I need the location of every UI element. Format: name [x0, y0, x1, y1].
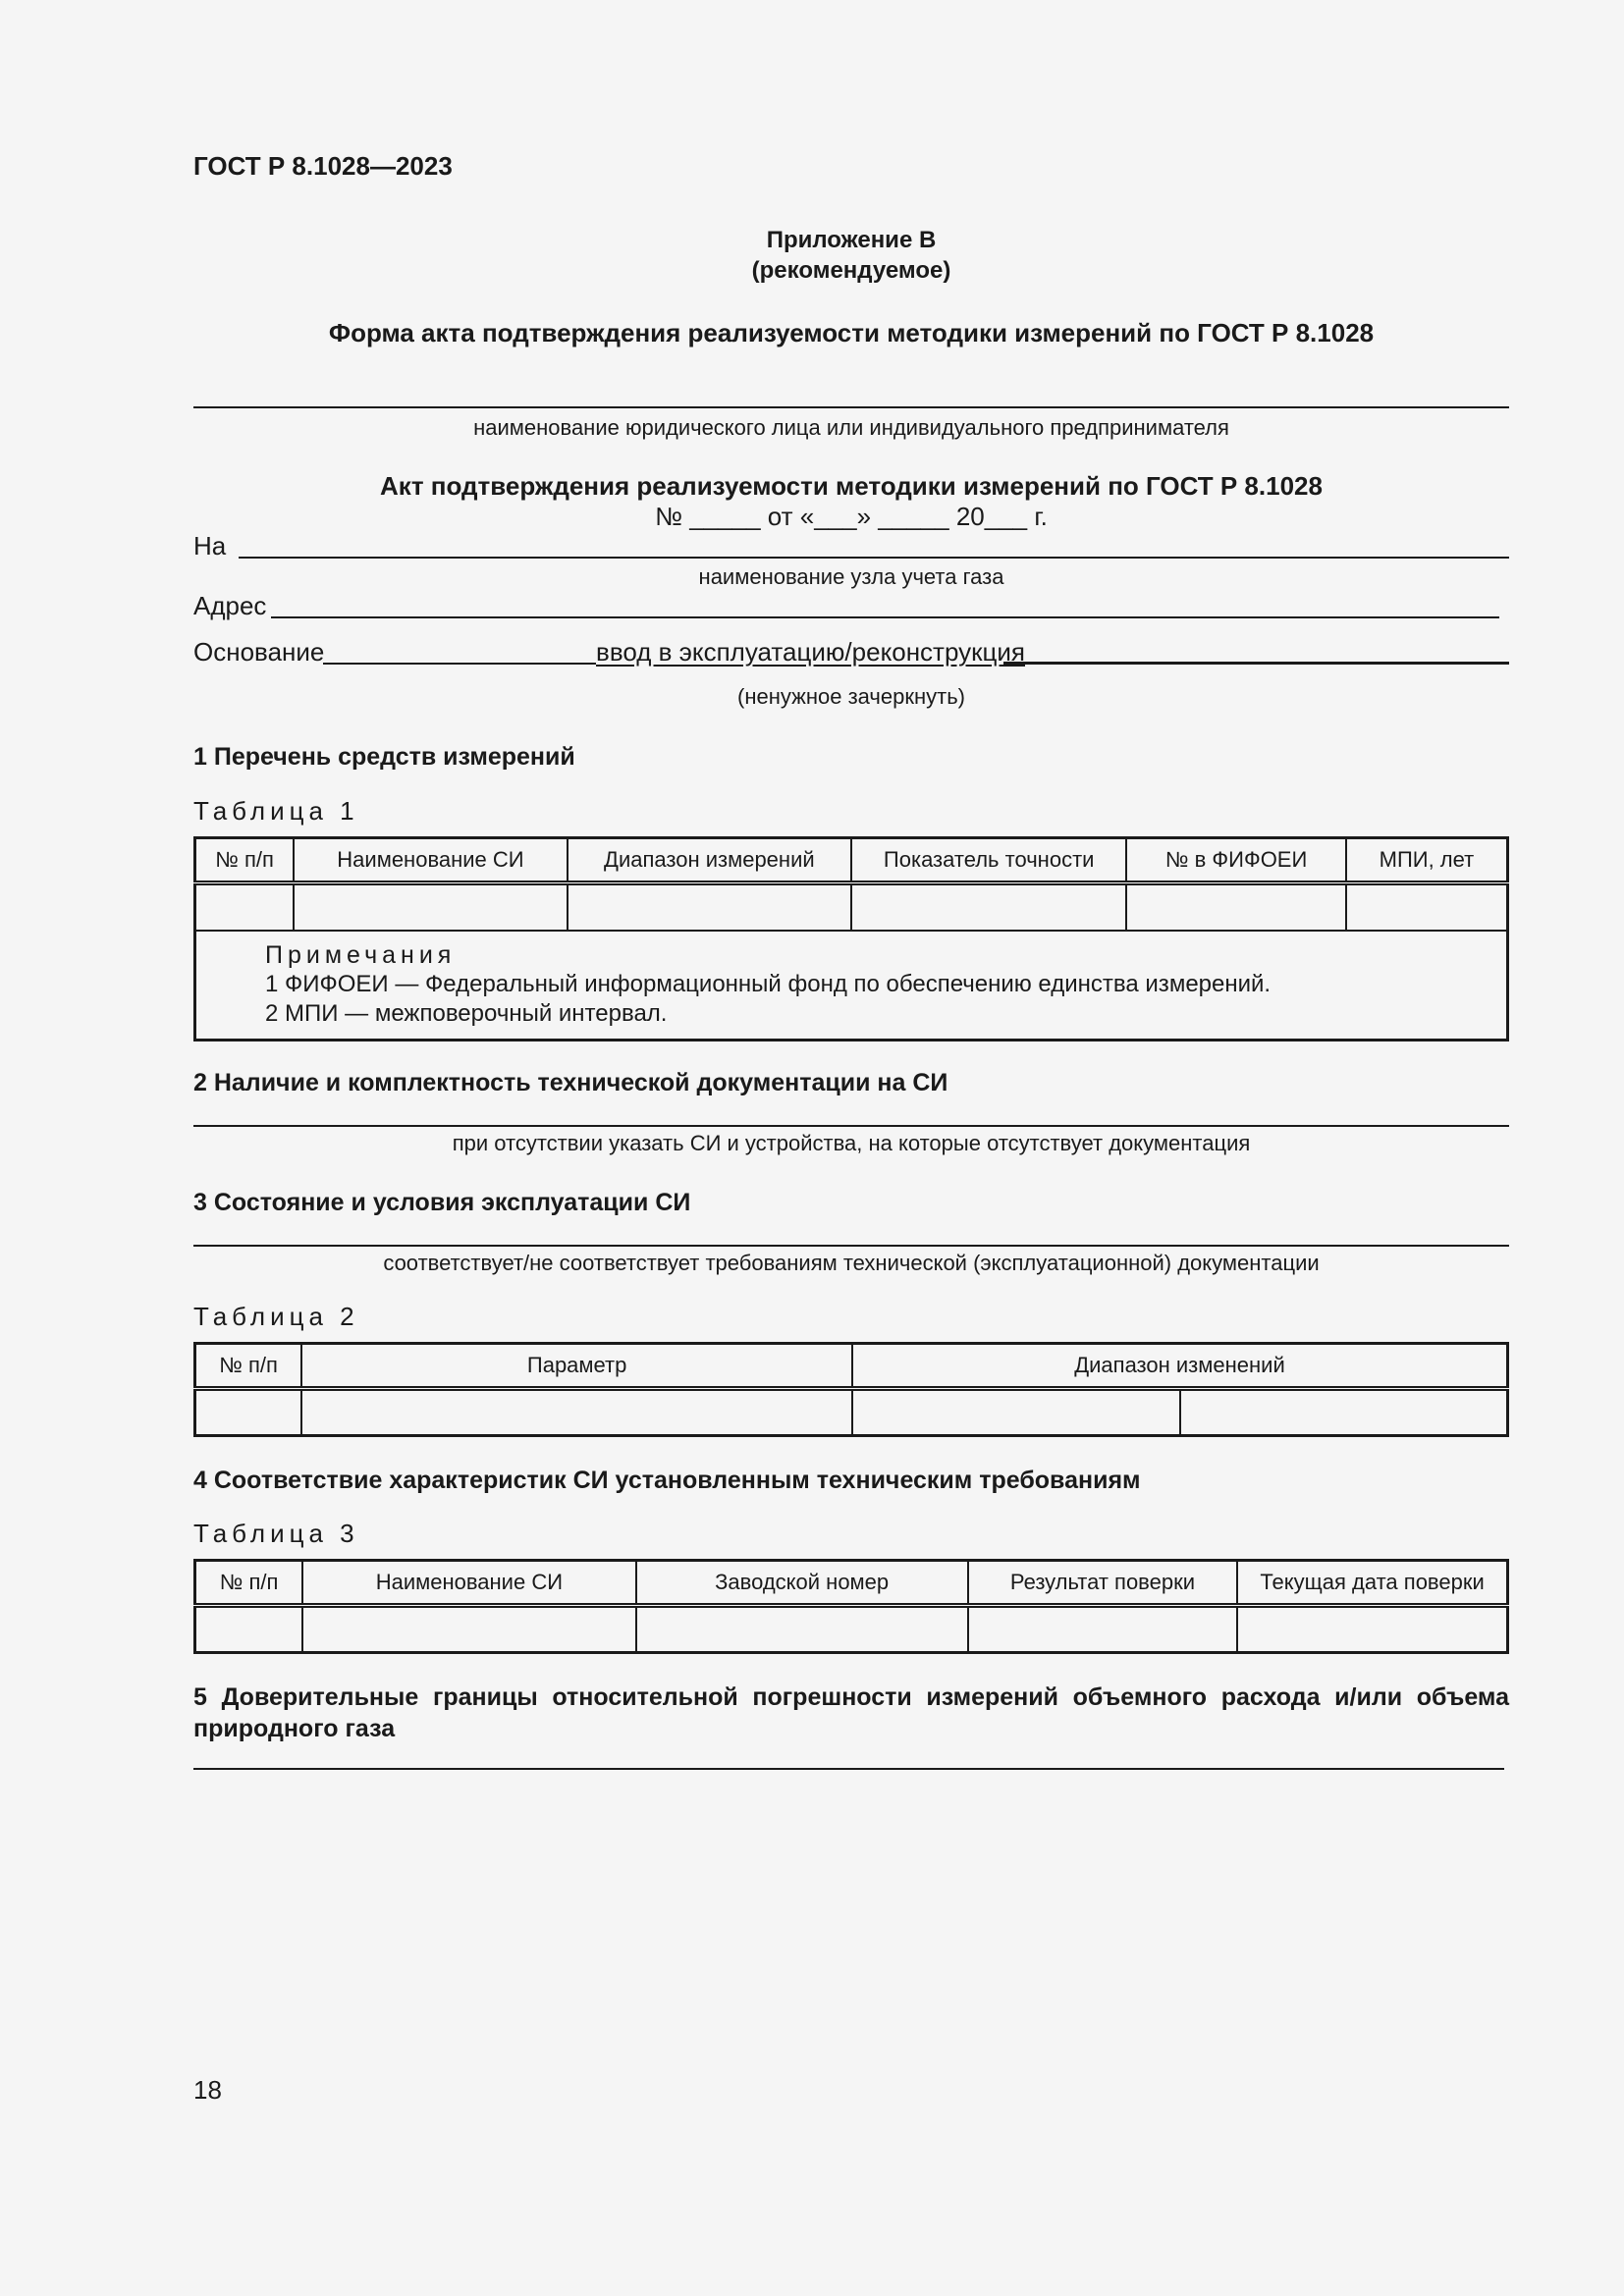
table3-col-num: № п/п: [195, 1561, 303, 1606]
table3-header-row: [195, 1561, 1508, 1606]
table1-col-accuracy: Показатель точности: [851, 838, 1126, 883]
table3-col-name: Наименование СИ: [302, 1561, 635, 1606]
table1: [193, 836, 1509, 1041]
basis-line-left: [323, 663, 596, 665]
document-header: ГОСТ Р 8.1028—2023: [193, 151, 453, 181]
form-title: Форма акта подтверждения реализуемости методики измерений по ГОСТ Р 8.1028: [328, 318, 1375, 347]
section2-title: 2 Наличие и комплектность технической документации на СИ: [193, 1069, 948, 1096]
table2-col-range: Диапазон изменений: [852, 1344, 1508, 1389]
act-title: Акт подтверждения реализуемости методики измерений по ГОСТ Р 8.1028: [380, 471, 1323, 501]
table3-col-result: Результат поверки: [968, 1561, 1237, 1606]
act-number-line: № _____ от «___» _____ 20___ г.: [655, 502, 1048, 531]
table1-col-name: Наименование СИ: [294, 838, 568, 883]
section2-line: [193, 1125, 1509, 1127]
org-name-line: [193, 406, 1509, 408]
basis-label: Основание: [193, 637, 325, 667]
section3-caption: соответствует/не соответствует требованиям технической (эксплуатационной) документации: [383, 1251, 1320, 1275]
table1-notes-row: [195, 931, 1508, 1041]
section5-title: 5 Доверительные границы относительной погрешности измерений объемного расхода и/или объема природного газа: [193, 1683, 1509, 1742]
section1-title: 1 Перечень средств измерений: [193, 743, 575, 771]
table1-row: [195, 883, 1508, 931]
table3-row: [195, 1606, 1508, 1653]
section2-caption: при отсутствии указать СИ и устройства, на которые отсутствует документация: [452, 1131, 1251, 1155]
notes-heading: Примечания: [265, 941, 457, 970]
section5-line: [193, 1768, 1504, 1770]
appendix-title: Приложение В: [766, 227, 937, 253]
section3-line: [193, 1245, 1509, 1247]
table3-col-date: Текущая дата поверки: [1237, 1561, 1507, 1606]
table1-header-row: [195, 838, 1508, 883]
na-line: [239, 557, 1509, 559]
na-label: На: [193, 531, 227, 561]
table1-label: Таблица 1: [193, 796, 359, 826]
basis-value: ввод в эксплуатацию/реконструкция: [596, 637, 1025, 667]
table2-header-row: [195, 1344, 1508, 1389]
na-caption: наименование узла учета газа: [698, 564, 1004, 589]
basis-line-right: [1003, 662, 1509, 665]
table3: [193, 1559, 1509, 1654]
table1-col-fifoei: № в ФИФОЕИ: [1126, 838, 1346, 883]
org-name-caption: наименование юридического лица или индивидуального предпринимателя: [473, 415, 1229, 440]
table2-col-num: № п/п: [195, 1344, 302, 1389]
appendix-subtitle: (рекомендуемое): [751, 257, 951, 284]
table1-notes: [195, 931, 1508, 1041]
section3-title: 3 Состояние и условия эксплуатации СИ: [193, 1189, 691, 1216]
table2-row: [195, 1389, 1508, 1436]
table1-col-num: № п/п: [195, 838, 295, 883]
table2: [193, 1342, 1509, 1437]
table2-col-param: Параметр: [301, 1344, 852, 1389]
page-number: 18: [193, 2075, 222, 2105]
section4-title: 4 Соответствие характеристик СИ установленным техническим требованиям: [193, 1467, 1141, 1494]
table1-col-range: Диапазон измерений: [568, 838, 851, 883]
note-1: 1 ФИФОЕИ — Федеральный информационный фонд по обеспечению единства измерений.: [265, 971, 1272, 998]
table2-label: Таблица 2: [193, 1302, 359, 1331]
table3-label: Таблица 3: [193, 1519, 359, 1548]
address-line: [271, 616, 1499, 618]
address-label: Адрес: [193, 591, 267, 620]
note-2: 2 МПИ — межповерочный интервал.: [265, 1000, 668, 1028]
basis-caption: (ненужное зачеркнуть): [737, 684, 965, 709]
table1-col-mpi: МПИ, лет: [1346, 838, 1508, 883]
table3-col-serial: Заводской номер: [636, 1561, 968, 1606]
